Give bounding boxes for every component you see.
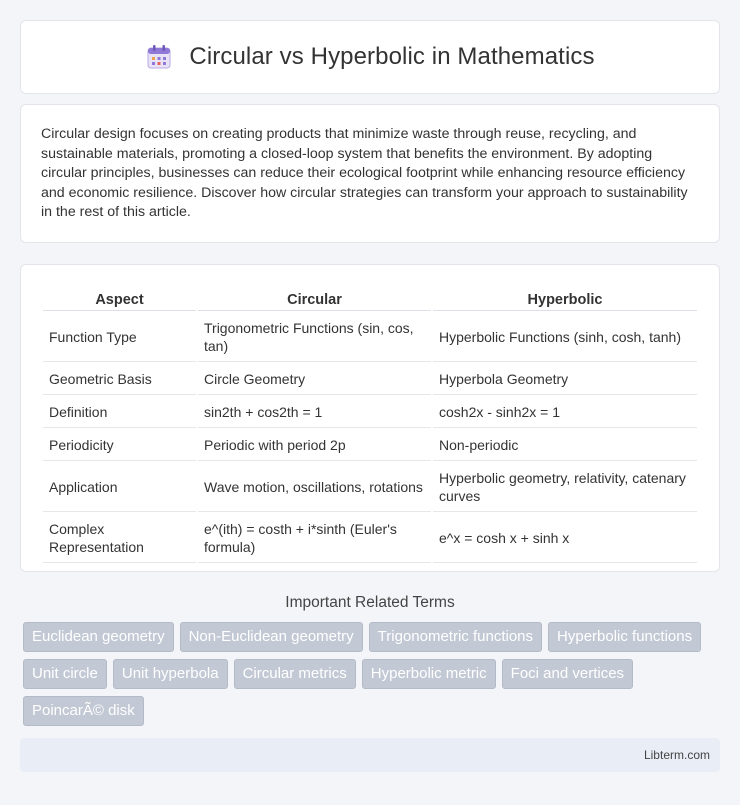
- table-row: [43, 397, 697, 428]
- tag-poincare-disk[interactable]: PoincarÃ© disk: [23, 696, 144, 726]
- cell-circular: Circle Geometry: [198, 364, 431, 395]
- table-row: [43, 463, 697, 512]
- cell-aspect: Definition: [43, 397, 196, 428]
- tag-unit-hyperbola[interactable]: Unit hyperbola: [113, 659, 228, 689]
- related-terms-section: [20, 594, 720, 726]
- cell-hyperbolic: cosh2x - sinh2x = 1: [433, 397, 697, 428]
- tag-foci-and-vertices[interactable]: Foci and vertices: [502, 659, 633, 689]
- cell-circular: Wave motion, oscillations, rotations: [198, 463, 431, 512]
- tag-hyperbolic-functions[interactable]: Hyperbolic functions: [548, 622, 701, 652]
- comparison-table: [41, 285, 699, 565]
- header-aspect: Aspect: [43, 287, 196, 311]
- footer: [20, 738, 720, 772]
- intro-text: Circular design focuses on creating products that minimize waste through reuse, recycling, and sustainable materials, promoting a closed-loop system that benefits the environment. By adopting circular principles, businesses can reduce their ecological footprint while enhancing resource efficiency and economic resilience. Discover how circular strategies can transform your approach to sustainability in the rest of this article.: [41, 126, 688, 220]
- table-row: [43, 430, 697, 461]
- table-row: [43, 364, 697, 395]
- cell-circular: e^(ith) = costh + i*sinth (Euler's formula): [198, 514, 431, 563]
- header-hyperbolic: Hyperbolic: [433, 287, 697, 311]
- tag-unit-circle[interactable]: Unit circle: [23, 659, 107, 689]
- cell-hyperbolic: e^x = cosh x + sinh x: [433, 514, 697, 563]
- cell-hyperbolic: Hyperbolic Functions (sinh, cosh, tanh): [433, 313, 697, 362]
- cell-hyperbolic: Hyperbolic geometry, relativity, catenary curves: [433, 463, 697, 512]
- related-terms-title: Important Related Terms: [285, 594, 455, 611]
- cell-aspect: Complex Representation: [43, 514, 196, 563]
- cell-aspect: Periodicity: [43, 430, 196, 461]
- footer-brand-link[interactable]: Libterm.com: [643, 748, 710, 762]
- intro-card: [20, 104, 720, 243]
- cell-hyperbolic: Non-periodic: [433, 430, 697, 461]
- cell-circular: Periodic with period 2p: [198, 430, 431, 461]
- cell-hyperbolic: Hyperbola Geometry: [433, 364, 697, 395]
- cell-circular: sin2th + cos2th = 1: [198, 397, 431, 428]
- related-terms-tags: [20, 622, 720, 726]
- table-row: [43, 313, 697, 362]
- tag-euclidean-geometry[interactable]: Euclidean geometry: [23, 622, 174, 652]
- page-title: Circular vs Hyperbolic in Mathematics: [189, 43, 595, 70]
- comparison-table-card: [20, 264, 720, 572]
- tag-trigonometric-functions[interactable]: Trigonometric functions: [369, 622, 542, 652]
- table-row: [43, 514, 697, 563]
- cell-aspect: Function Type: [43, 313, 196, 362]
- tag-circular-metrics[interactable]: Circular metrics: [234, 659, 356, 689]
- header-circular: Circular: [198, 287, 431, 311]
- tag-hyperbolic-metric[interactable]: Hyperbolic metric: [362, 659, 496, 689]
- calendar-icon: [145, 43, 173, 71]
- header-card: [20, 20, 720, 94]
- cell-circular: Trigonometric Functions (sin, cos, tan): [198, 313, 431, 362]
- cell-aspect: Geometric Basis: [43, 364, 196, 395]
- cell-aspect: Application: [43, 463, 196, 512]
- table-header-row: [43, 287, 697, 311]
- tag-non-euclidean-geometry[interactable]: Non-Euclidean geometry: [180, 622, 363, 652]
